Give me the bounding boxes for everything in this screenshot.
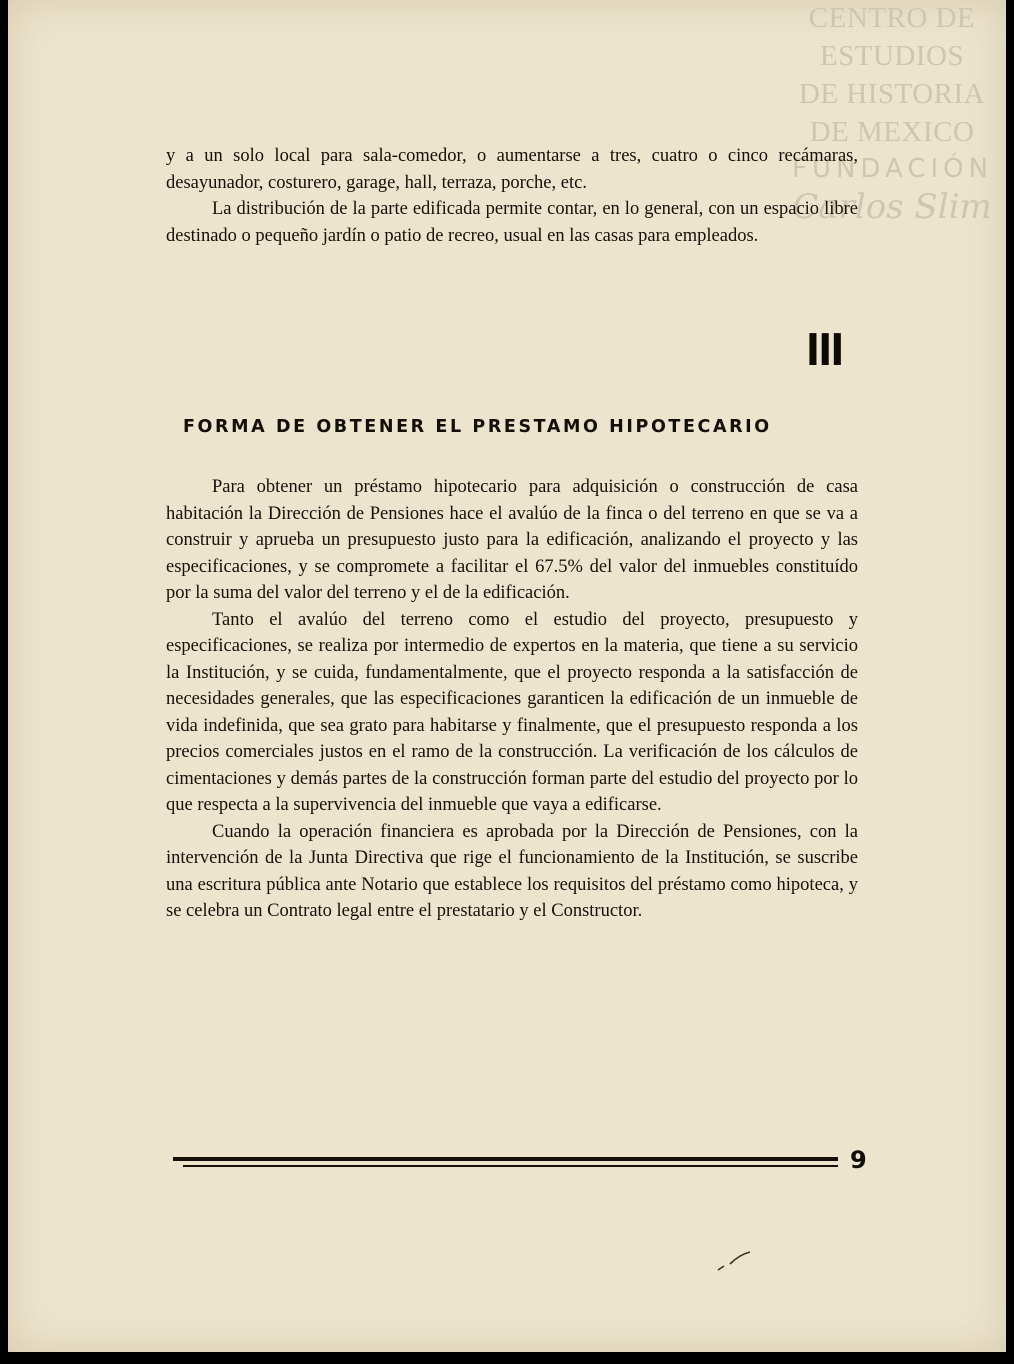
chapter-number: III bbox=[806, 325, 843, 376]
document-page bbox=[8, 0, 1006, 1352]
pen-mark-icon bbox=[716, 1248, 752, 1276]
section-heading: FORMA DE OBTENER EL PRESTAMO HIPOTECARIO bbox=[183, 417, 772, 437]
watermark-line: CENTRO DE bbox=[808, 2, 976, 34]
watermark-signature: Carlos Slim bbox=[792, 187, 992, 227]
watermark-line: ESTUDIOS bbox=[819, 40, 965, 72]
watermark-line: DE HISTORIA bbox=[798, 78, 986, 110]
paragraph: y a un solo local para sala-comedor, o aumentarse a tres, cuatro o cinco recámaras, desayunador, costurero, garage, hall, terraza, porche, etc. bbox=[166, 146, 858, 193]
paragraph: Para obtener un préstamo hipotecario para adquisición o construcción de casa habitación la Dirección de Pensiones hace el avalúo de la finca o del terreno en que se va a construir y aprueba un presupuesto justo para la edificación, analizando el proyecto y las especificaciones, y se compromete a facilitar el 67.5% del valor del inmuebles constituído por la suma del valor del terreno y el de la edificación. bbox=[166, 477, 858, 603]
paragraph: Tanto el avalúo del terreno como el estudio del proyecto, presupuesto y especificaciones, se realiza por intermedio de expertos en la materia, que tiene a su servicio la Institución, y se cuida, fundamentalmente, que el proyecto responda a la satisfacción de necesidades generales, que las especificaciones garanticen la edificación de un inmueble de vida indefinida, que sea grato para habitarse y finalmente, que el presupuesto responda a los precios comerciales justos en el ramo de la construcción. La verificación de los cálculos de cimentaciones y demás partes de la construcción forman parte del estudio del proyecto por lo que respecta a la supervivencia del inmueble que vaya a edificarse. bbox=[166, 609, 858, 815]
paragraph: La distribución de la parte edificada permite contar, en lo general, con un espacio libre destinado o pequeño jardín o patio de recreo, usual en las casas para empleados. bbox=[166, 199, 858, 246]
page-number: 9 bbox=[850, 1146, 867, 1174]
footer-rule-thin bbox=[183, 1165, 838, 1167]
paragraph: Cuando la operación financiera es aprobada por la Dirección de Pensiones, con la intervención de la Junta Directiva que rige el funcionamiento de la Institución, se suscribe una escritura pública ante Notario que establece los requisitos del préstamo como hipoteca, y se celebra un Contrato legal entre el prestatario y el Constructor. bbox=[166, 821, 858, 921]
watermark-line: DE MEXICO bbox=[809, 116, 975, 148]
top-text-block bbox=[166, 143, 858, 249]
footer-rule bbox=[173, 1157, 838, 1161]
main-text-block bbox=[166, 474, 858, 925]
watermark-foundation: FUNDACIÓN bbox=[792, 154, 994, 184]
